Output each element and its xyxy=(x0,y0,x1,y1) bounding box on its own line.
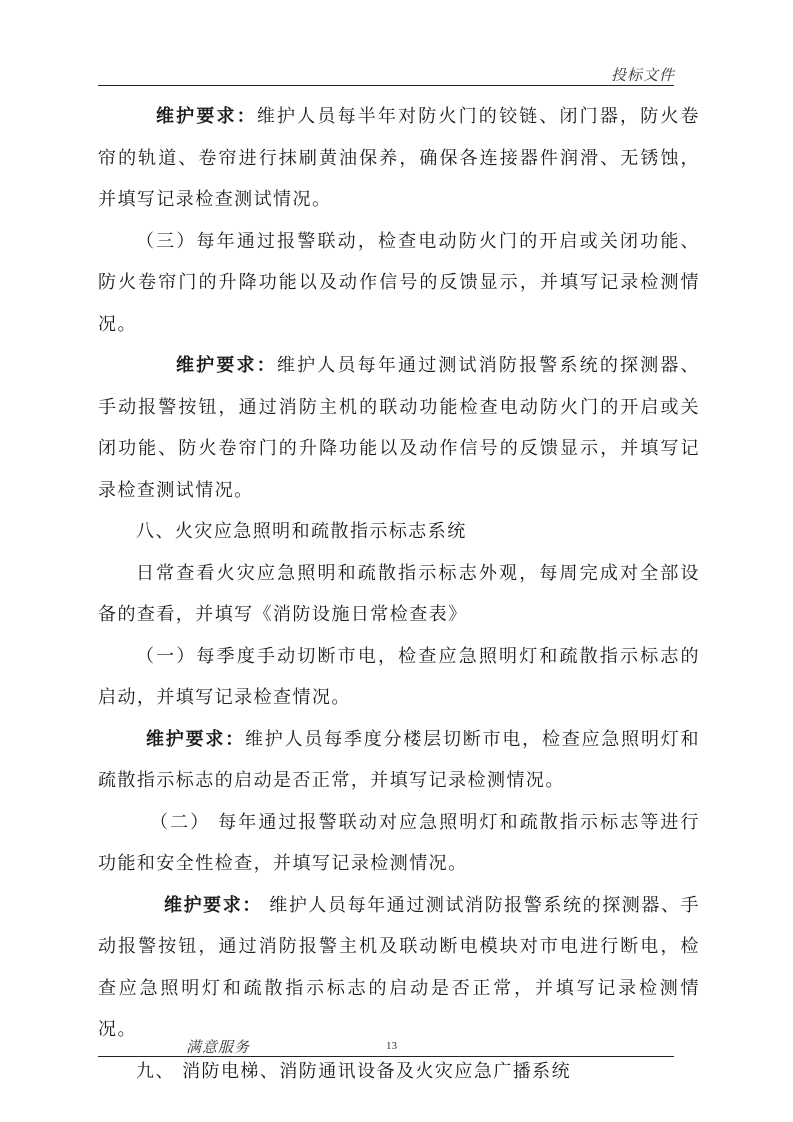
maintenance-label: 维护要求： xyxy=(156,106,257,127)
paragraph-maintenance-3 xyxy=(98,719,700,802)
maintenance-label: 维护要求： xyxy=(146,728,245,750)
paragraph-maintenance-4 xyxy=(98,885,700,1051)
section-heading-text: 八、火灾应急照明和疏散指示标志系统 xyxy=(136,521,467,542)
paragraph-maintenance-2 xyxy=(98,345,700,511)
section-heading-text: 九、 消防电梯、消防通讯设备及火灾应急广播系统 xyxy=(136,1060,572,1082)
paragraph-maintenance-1 xyxy=(98,96,700,221)
maintenance-label: 维护要求： xyxy=(176,355,277,376)
paragraph-text: 维护人员每半年对防火门的铰链、闭门器，防火卷帘的轨道、卷帘进行抹刷黄油保养，确保各连接器件润滑、无锈蚀，并填写记录检查测试情况。 xyxy=(98,106,700,210)
maintenance-label: 维护要求： xyxy=(164,894,262,916)
paragraph-daily-check xyxy=(98,553,700,636)
paragraph-item-2 xyxy=(98,802,700,885)
section-heading-8 xyxy=(98,511,700,553)
paragraph-text: 日常查看火灾应急照明和疏散指示标志外观，每周完成对全部设备的查看，并填写《消防设施日常检查表》 xyxy=(98,562,700,625)
page-number: 13 xyxy=(386,1040,397,1052)
paragraph-text: 维护人员每季度分楼层切断市电，检查应急照明灯和疏散指示标志的启动是否正常，并填写记录检测情况。 xyxy=(98,728,700,791)
paragraph-text: （二） 每年通过报警联动对应急照明灯和疏散指示标志等进行功能和安全性检查，并填写记录检测情况。 xyxy=(98,811,700,874)
paragraph-item-1 xyxy=(98,636,700,719)
header-label: 投标文件 xyxy=(610,66,675,84)
paragraph-text: （三）每年通过报警联动，检查电动防火门的开启或关闭功能、防火卷帘门的升降功能以及动作信号的反馈显示，并填写记录检测情况。 xyxy=(98,230,700,335)
document-body xyxy=(98,96,700,1092)
paragraph-text: （一）每季度手动切断市电，检查应急照明灯和疏散指示标志的启动，并填写记录检查情况。 xyxy=(98,645,700,708)
paragraph-text: 维护人员每年通过测试消防报警系统的探测器、手动报警按钮，通过消防报警主机及联动断电模块对市电进行断电，检查应急照明灯和疏散指示标志的启动是否正常，并填写记录检测情况。 xyxy=(98,894,700,1040)
header-rule xyxy=(98,85,674,86)
paragraph-text: 维护人员每年通过测试消防报警系统的探测器、手动报警按钮，通过消防主机的联动功能检查电动防火门的开启或关闭功能、防火卷帘门的升降功能以及动作信号的反馈显示，并填写记录检查测试情况。 xyxy=(98,355,701,501)
footer-text: 满意服务 xyxy=(186,1038,251,1056)
paragraph-item-3 xyxy=(98,221,700,346)
footer-rule xyxy=(98,1056,674,1057)
